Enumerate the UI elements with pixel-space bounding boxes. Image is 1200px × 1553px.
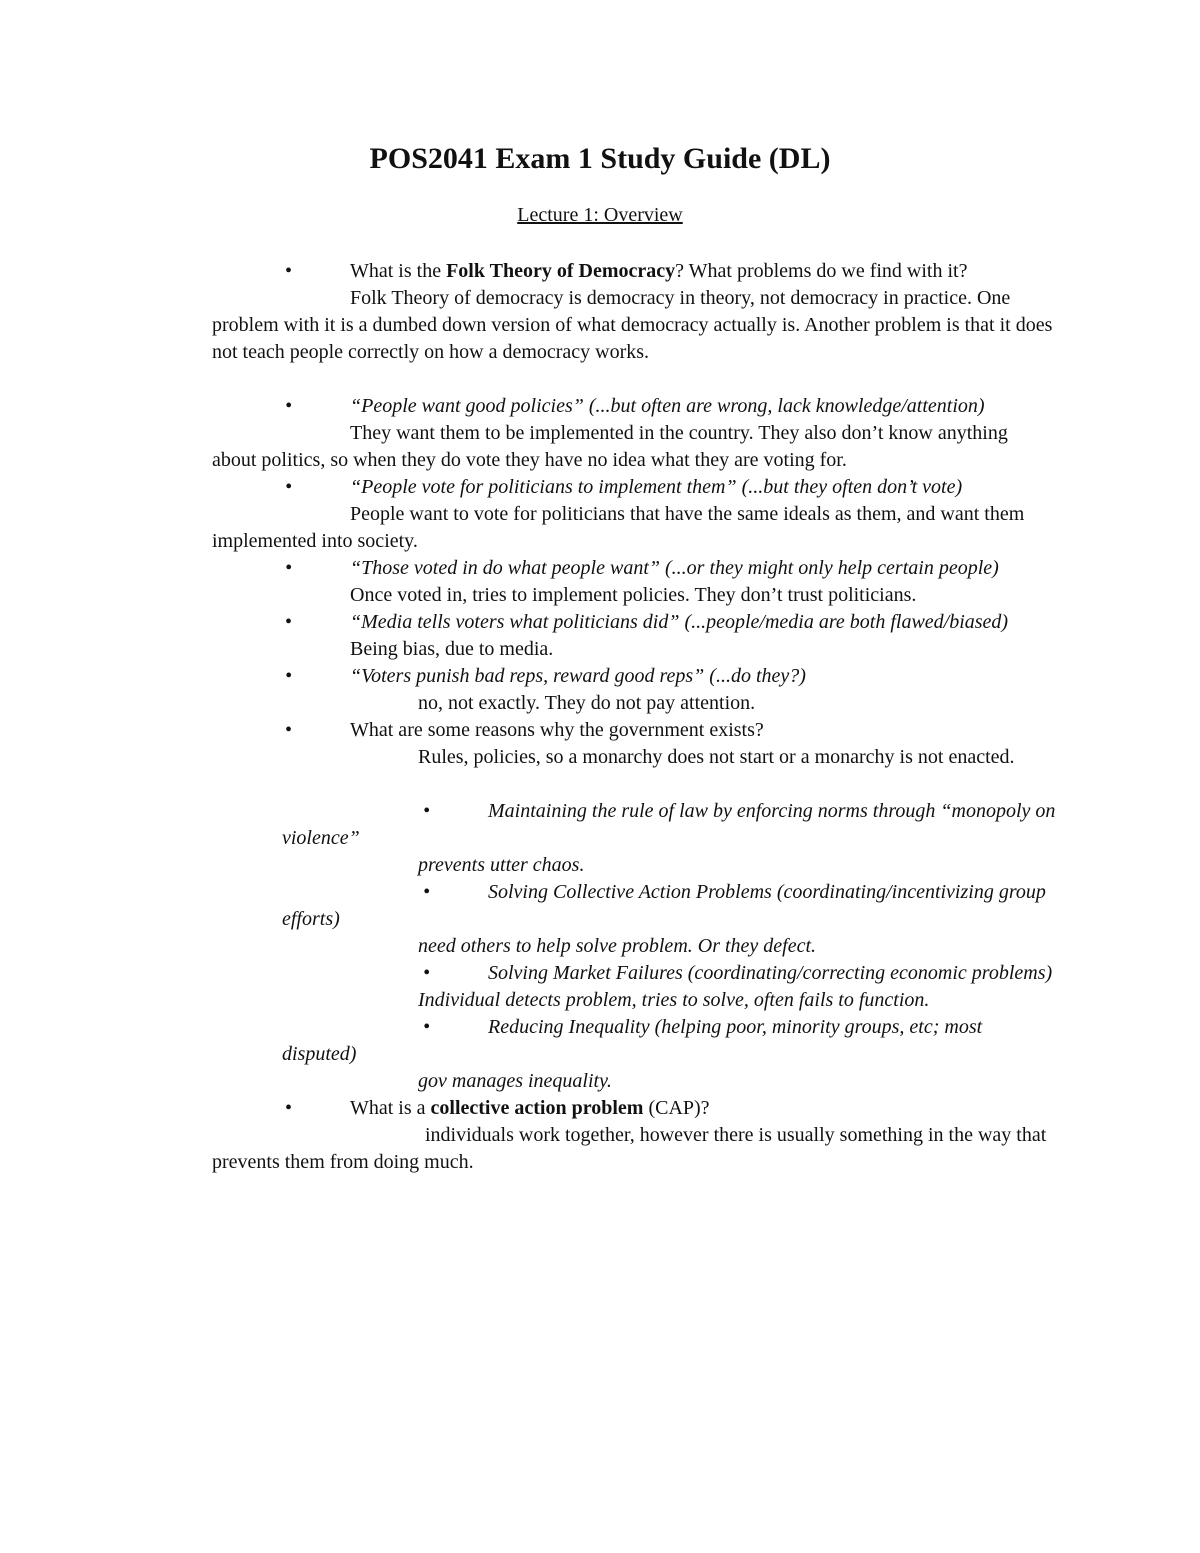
reason-market-failures-answer: Individual detects problem, tries to solve, often fails to function. <box>418 989 930 1011</box>
bullet: • <box>285 557 293 579</box>
question-voted-in: • “Those voted in do what people want” (...or they might only help certain people) <box>212 555 1057 582</box>
question-good-policies: • “People want good policies” (...but often are wrong, lack knowledge/attention) <box>212 393 1057 420</box>
question-folk-theory: • What is the Folk Theory of Democracy? What problems do we find with it? <box>212 258 1057 285</box>
bullet: • <box>285 611 293 633</box>
question-cap: • What is a collective action problem (CAP)? <box>212 1095 1057 1122</box>
reason-market-failures: • Solving Market Failures (coordinating/correcting economic problems) <box>282 960 1057 987</box>
study-guide-body <box>212 258 1057 1176</box>
answer-vote-politicians: People want to vote for politicians that have the same ideals as them, and want them implemented into society. <box>212 503 1025 552</box>
bullet: • <box>285 395 293 417</box>
reason-collective-action: • Solving Collective Action Problems (coordinating/incentivizing group efforts) <box>282 881 1046 930</box>
bullet: • <box>285 1097 293 1119</box>
page-title: POS2041 Exam 1 Study Guide (DL) <box>369 142 831 175</box>
bullet: • <box>423 1016 431 1038</box>
reason-inequality: • Reducing Inequality (helping poor, minority groups, etc; most disputed) <box>282 1016 983 1065</box>
answer-folk-theory: Folk Theory of democracy is democracy in theory, not democracy in practice. One problem with it is a dumbed down version of what democracy actually is. Another problem is that it does not teach people correctly on how a democracy works. <box>212 287 1053 363</box>
reason-inequality-answer: gov manages inequality. <box>418 1070 612 1092</box>
reason-collective-action-answer: need others to help solve problem. Or they defect. <box>418 935 817 957</box>
answer-cap: individuals work together, however there is usually something in the way that prevents them from doing much. <box>212 1124 1047 1173</box>
answer-media: Being bias, due to media. <box>350 638 554 660</box>
answer-voted-in: Once voted in, tries to implement policies. They don’t trust politicians. <box>350 584 917 606</box>
question-government-exists: • What are some reasons why the government exists? <box>212 717 1057 744</box>
answer-government-exists: Rules, policies, so a monarchy does not start or a monarchy is not enacted. <box>418 746 1015 768</box>
reason-rule-of-law-answer: prevents utter chaos. <box>418 854 585 876</box>
question-vote-politicians: • “People vote for politicians to implement them” (...but they often don’t vote) <box>212 474 1057 501</box>
question-media: • “Media tells voters what politicians did” (...people/media are both flawed/biased) <box>212 609 1057 636</box>
question-voters-punish: • “Voters punish bad reps, reward good reps” (...do they?) <box>212 663 1057 690</box>
bullet: • <box>285 665 293 687</box>
bullet: • <box>285 260 293 282</box>
answer-good-policies: They want them to be implemented in the country. They also don’t know anything about politics, so when they do vote they have no idea what they are voting for. <box>212 422 1008 471</box>
bullet: • <box>423 962 431 984</box>
bullet: • <box>423 800 431 822</box>
reason-rule-of-law: • Maintaining the rule of law by enforcing norms through “monopoly on violence” <box>282 800 1056 849</box>
bullet: • <box>285 476 293 498</box>
bullet: • <box>285 719 293 741</box>
lecture-heading: Lecture 1: Overview <box>517 204 683 226</box>
bullet: • <box>423 881 431 903</box>
answer-voters-punish: no, not exactly. They do not pay attention. <box>418 692 756 714</box>
